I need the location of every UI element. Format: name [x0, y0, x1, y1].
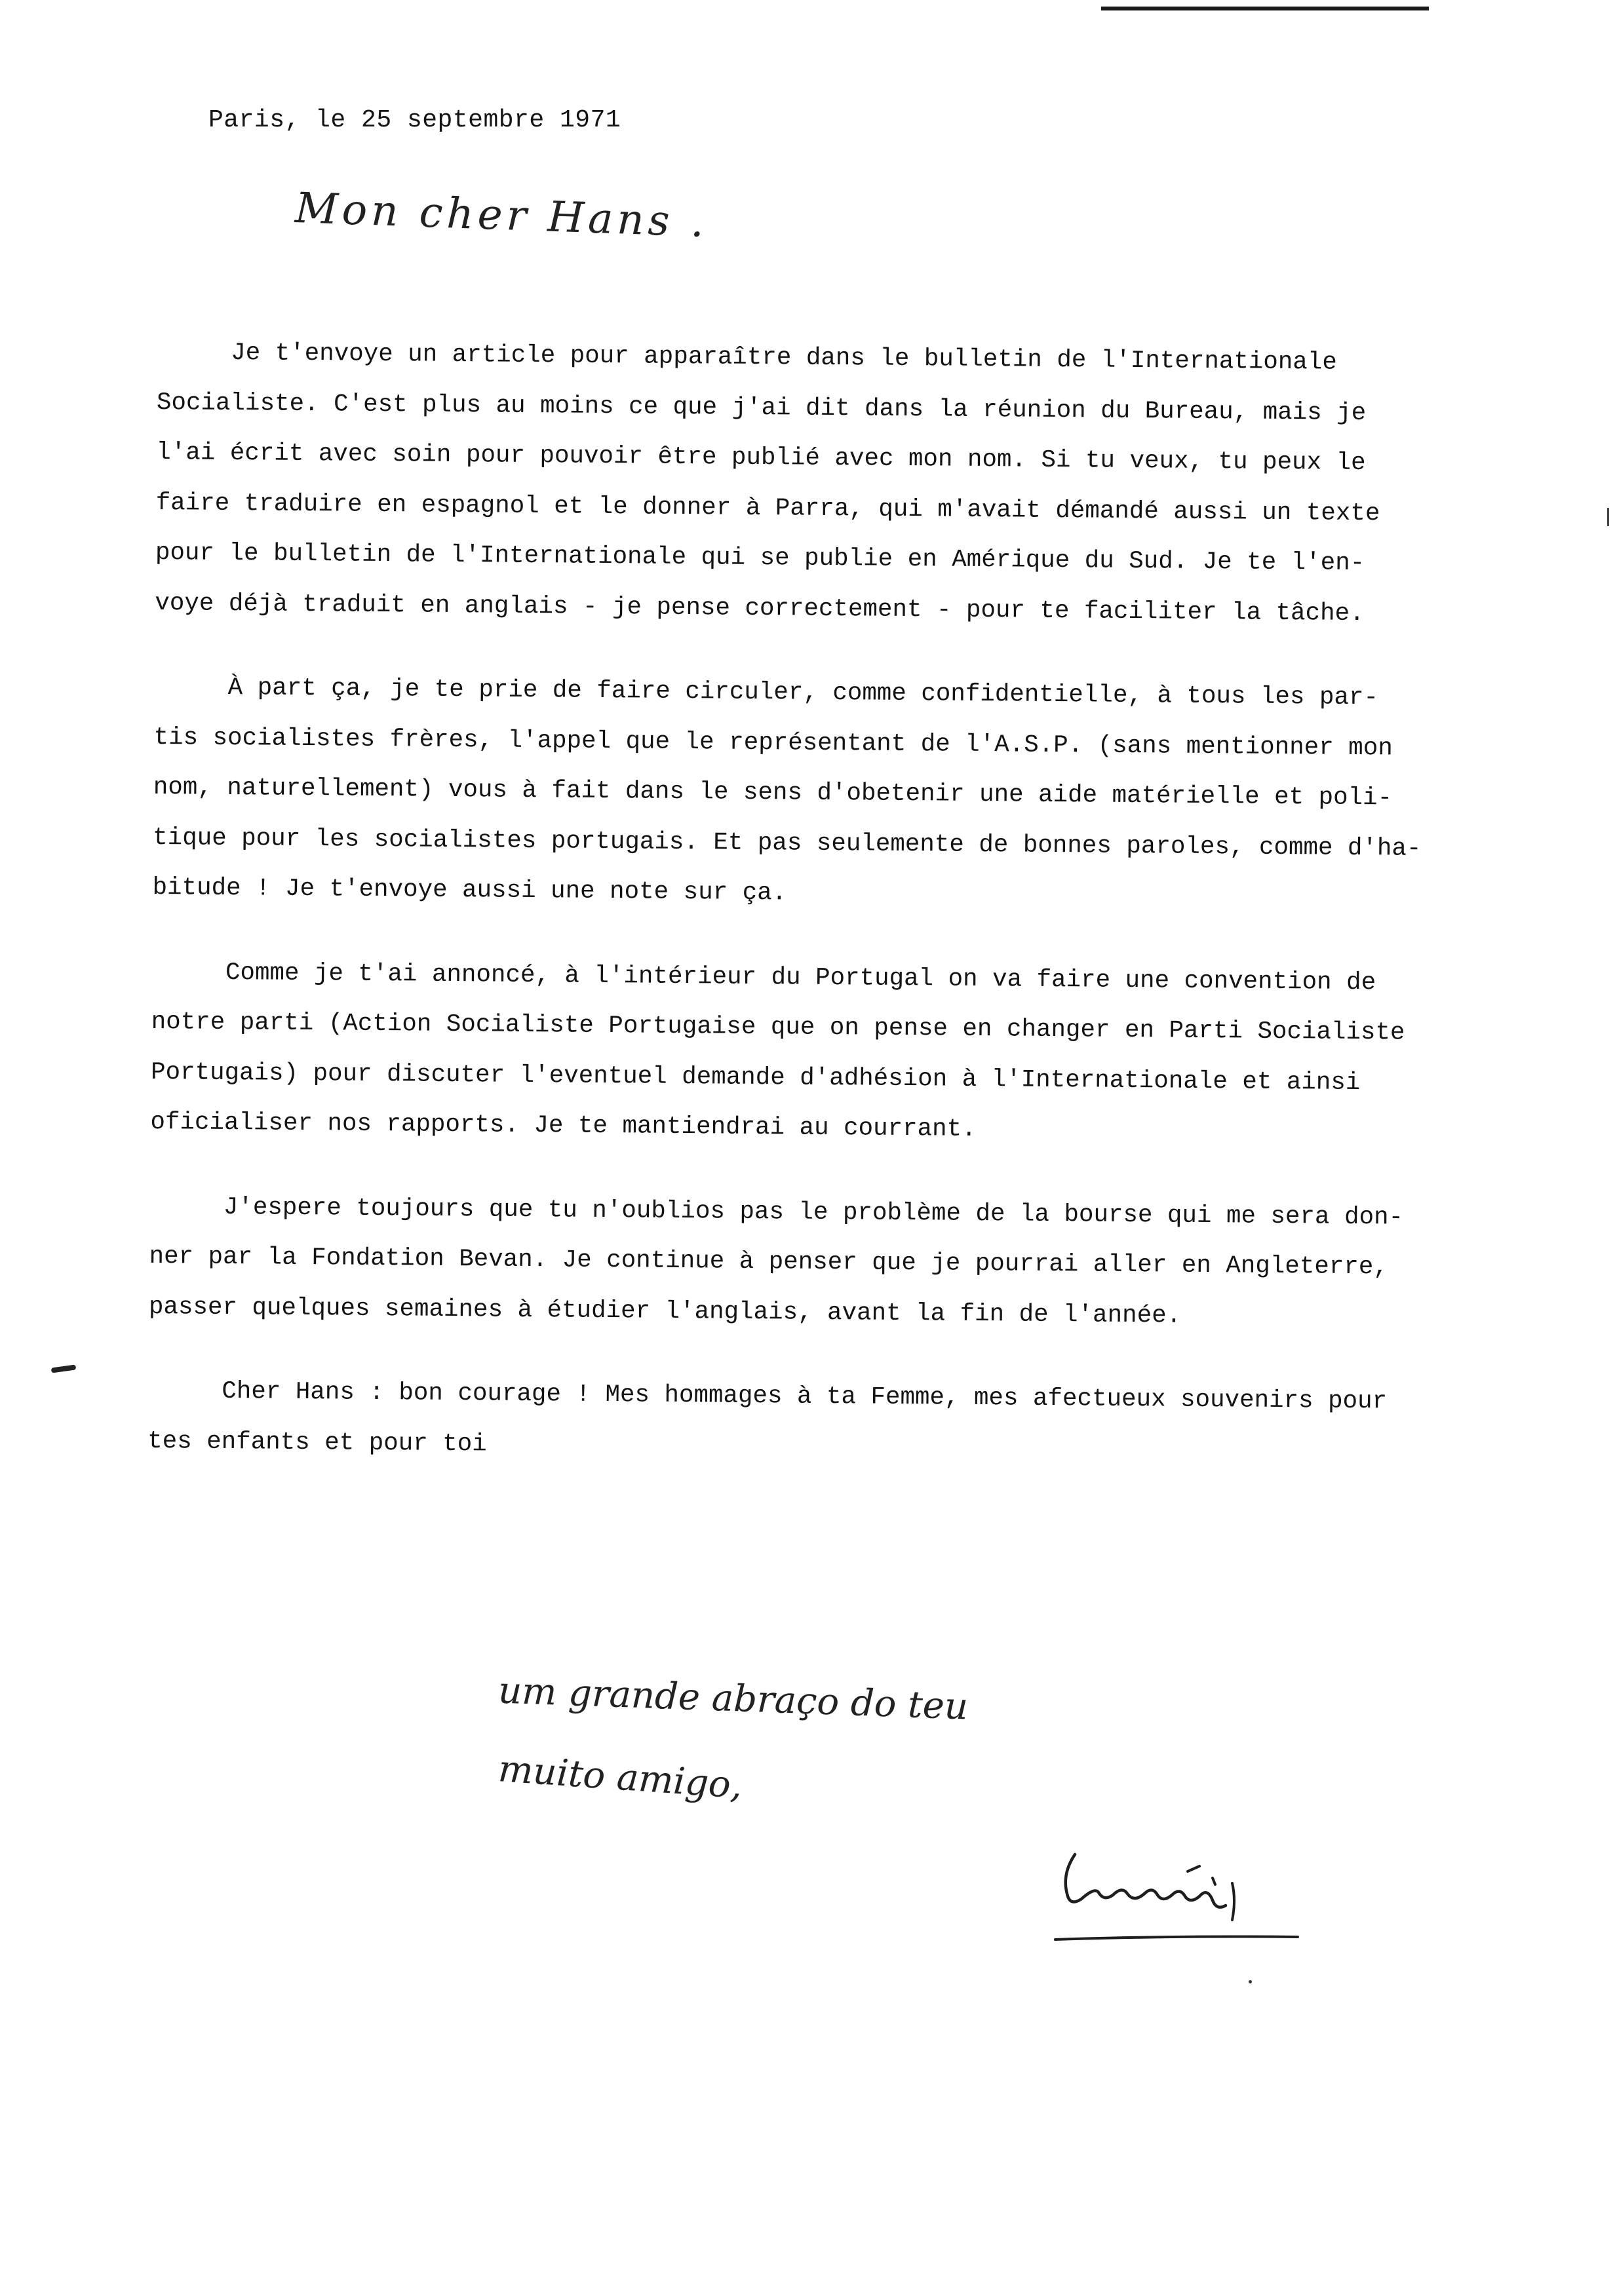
- top-edge-rule: [1101, 7, 1429, 10]
- letter-body-line: nom, naturellement) vous à fait dans le sens d'obetenir une aide matérielle et poli-: [153, 773, 1393, 813]
- letter-body-line: oficialiser nos rapports. Je te mantiendrai au courrant.: [150, 1108, 977, 1143]
- letter-body-line: faire traduire en espagnol et le donner à Parra, qui m'avait démandé aussi un texte: [155, 489, 1380, 527]
- handwritten-salutation: Mon cher Hans .: [294, 184, 709, 247]
- handwritten-closing-line: muito amigo,: [497, 1748, 744, 1807]
- letter-body-line: À part ça, je te prie de faire circuler, comme confidentielle, à tous les par-: [154, 673, 1379, 712]
- letter-body: [147, 328, 1468, 1478]
- letter-body-line: tis socialistes frères, l'appel que le représentant de l'A.S.P. (sans mentionner mon: [153, 723, 1393, 762]
- letter-body-line: J'espere toujours que tu n'oublios pas le problème de la bourse qui me sera don-: [149, 1193, 1404, 1232]
- letter-body-line: bitude ! Je t'envoye aussi une note sur ça.: [152, 873, 787, 908]
- letter-body-line: tes enfants et pour toi: [147, 1427, 487, 1458]
- letter-body-line: Portugais) pour discuter l'eventuel demande d'adhésion à l'Internationale et ainsi: [150, 1058, 1361, 1097]
- letter-body-line: voye déjà traduit en anglais - je pense correctement - pour te faciliter la tâche.: [155, 589, 1365, 628]
- letter-body-line: Comme je t'ai annoncé, à l'intérieur du Portugal on va faire une convention de: [151, 958, 1376, 997]
- letter-body-line: Socialiste. C'est plus au moins ce que j'ai dit dans la réunion du Bureau, mais je: [156, 389, 1367, 427]
- letter-body-line: Cher Hans : bon courage ! Mes hommages à ta Femme, mes afectueux souvenirs pour: [147, 1377, 1388, 1416]
- letter-body-line: notre parti (Action Socialiste Portugaise que on pense en changer en Parti Socialiste: [151, 1008, 1405, 1047]
- margin-mark: [51, 1364, 77, 1373]
- handwritten-closing-line: um grande abraço do teu: [497, 1669, 969, 1729]
- handwritten-signature: [1036, 1815, 1311, 1946]
- letter-body-line: ner par la Fondation Bevan. Je continue à penser que je pourrai aller en Angleterre,: [149, 1242, 1389, 1282]
- place-date: Paris, le 25 septembre 1971: [208, 106, 621, 134]
- letter-body-line: pour le bulletin de l'Internationale qui se publie en Amérique du Sud. Je te l'en-: [155, 539, 1365, 578]
- margin-mark: [1607, 508, 1609, 526]
- letter-body-line: passer quelques semaines à étudier l'anglais, avant la fin de l'année.: [148, 1293, 1182, 1330]
- letter-body-line: tique pour les socialistes portugais. Et pas seulemente de bonnes paroles, comme d'ha-: [153, 824, 1422, 863]
- letter-body-line: Je t'envoye un article pour apparaître dans le bulletin de l'Internationale: [157, 338, 1338, 377]
- letter-body-line: l'ai écrit avec soin pour pouvoir être publié avec mon nom. Si tu veux, tu peux le: [156, 438, 1366, 478]
- ink-dot: [1249, 1980, 1252, 1983]
